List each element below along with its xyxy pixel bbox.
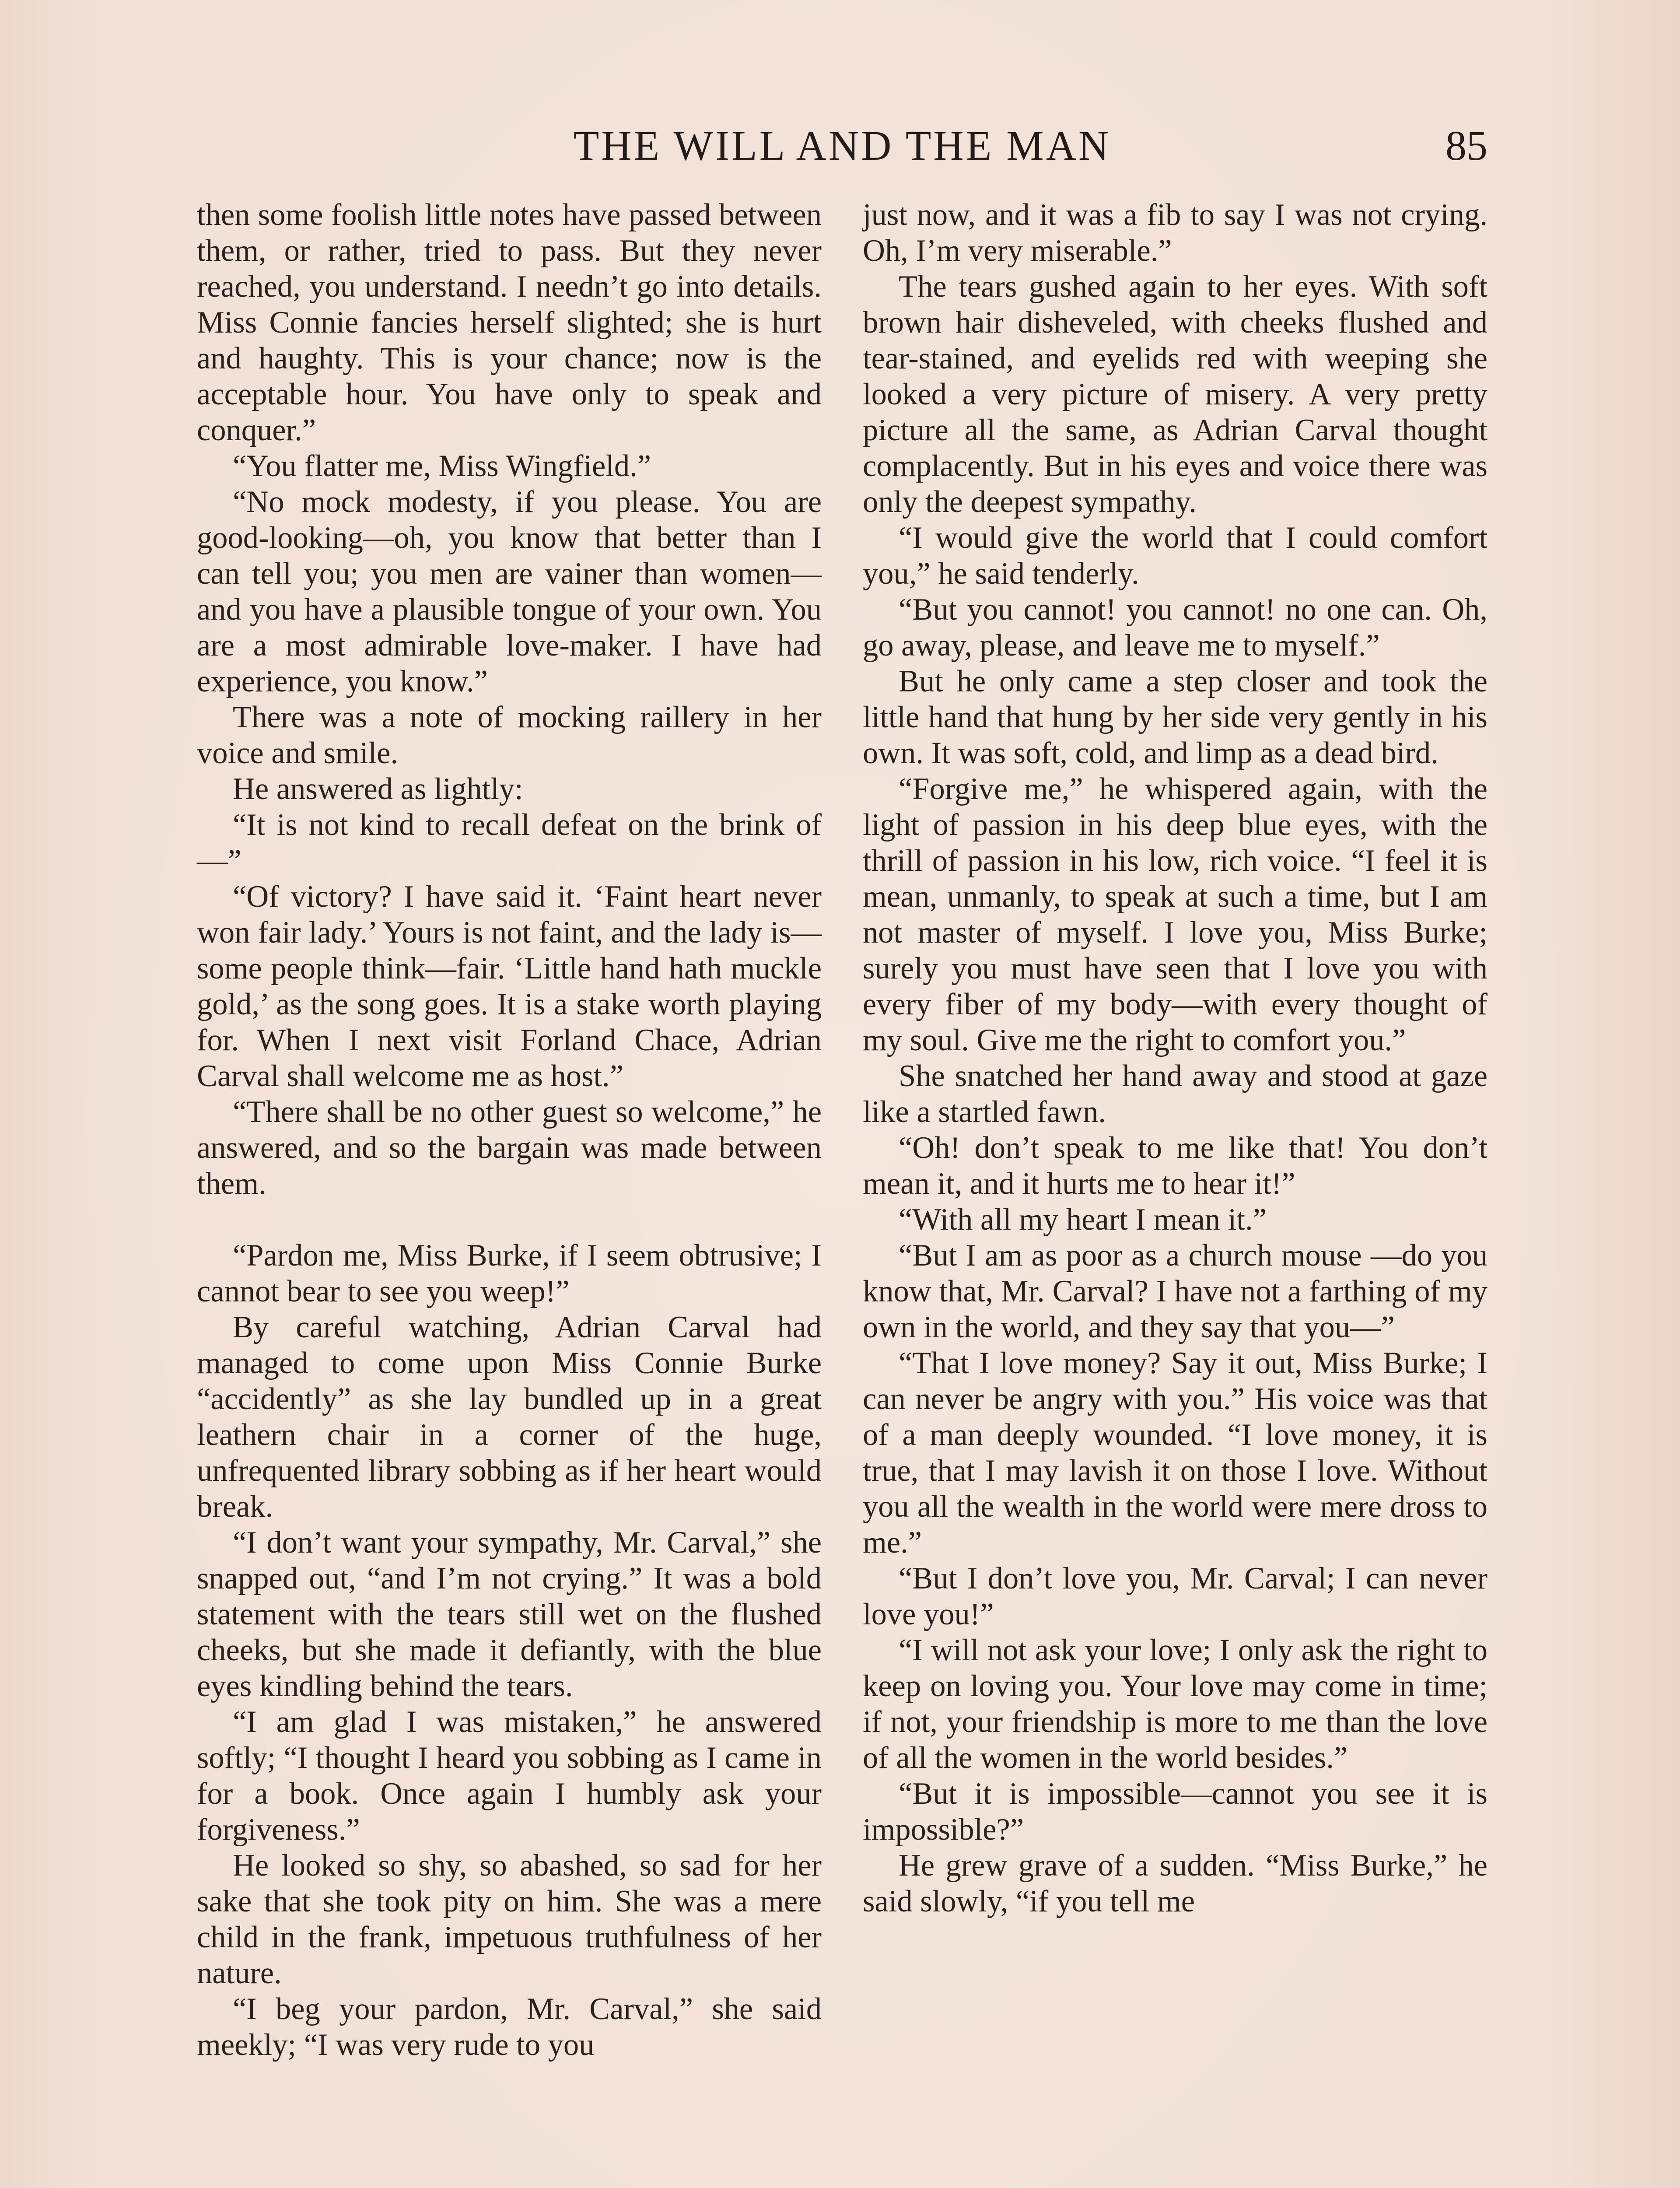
paragraph: “I beg your pardon, Mr. Carval,” she said meekly; “I was very rude to you bbox=[197, 1992, 822, 2062]
paragraph: “Oh! don’t speak to me like that! You don’t mean it, and it hurts me to hear it!” bbox=[863, 1131, 1488, 1201]
paragraph: “You flatter me, Miss Wingfield.” bbox=[233, 449, 651, 483]
paragraph: She snatched her hand away and stood at gaze like a startled fawn. bbox=[863, 1059, 1488, 1129]
paragraph: The tears gushed again to her eyes. With soft brown hair disheveled, with cheeks flushed and tear-stained, and eyelids red with weeping she looked a very picture of misery. A very pretty picture all the same, as Adrian Carval thought complacently. But in his eyes and voice there was only the deepest sympathy. bbox=[863, 270, 1488, 519]
right-column bbox=[863, 197, 1488, 1919]
paragraph: “Forgive me,” he whispered again, with the light of passion in his deep blue eyes, with the thrill of passion in his low, rich voice. “I feel it is mean, unmanly, to speak at such a time, but I am not master of myself. I love you, Miss Burke; surely you must have seen that I love you with every fiber of my body—with every thought of my soul. Give me the right to comfort you.” bbox=[863, 772, 1488, 1057]
paragraph: “But I am as poor as a church mouse —do you know that, Mr. Carval? I have not a farthing of my own in the world, and they say that you—” bbox=[863, 1238, 1488, 1344]
left-column bbox=[197, 197, 822, 2063]
paragraph: “I am glad I was mistaken,” he answered softly; “I thought I heard you sobbing as I came in for a book. Once again I humbly ask your forgiveness.” bbox=[197, 1705, 822, 1847]
page-header bbox=[197, 117, 1488, 174]
paragraph: “With all my heart I mean it.” bbox=[899, 1203, 1267, 1237]
paragraph: then some foolish little notes have passed between them, or rather, tried to pass. But they never reached, you understand. I needn’t go into details. Miss Connie fancies herself slighted; she is hurt and haughty. This is your chance; now is the acceptable hour. You have only to speak and conquer.” bbox=[197, 198, 822, 447]
paragraph: “That I love money? Say it out, Miss Burke; I can never be angry with you.” His voice was that of a man deeply wounded. “I love money, it is true, that I may lavish it on those I love. Without you all the wealth in the world were mere dross to me.” bbox=[863, 1346, 1488, 1560]
running-title: THE WILL AND THE MAN bbox=[573, 122, 1111, 169]
paragraph: “It is not kind to recall defeat on the brink of—” bbox=[197, 808, 822, 878]
paragraph: “Pardon me, Miss Burke, if I seem obtrusive; I cannot bear to see you weep!” bbox=[197, 1238, 822, 1308]
paragraph: “But it is impossible—cannot you see it is impossible?” bbox=[863, 1777, 1488, 1847]
paragraph: “But I don’t love you, Mr. Carval; I can never love you!” bbox=[863, 1561, 1488, 1631]
paragraph: “There shall be no other guest so welcome,” he answered, and so the bargain was made between them. bbox=[197, 1095, 822, 1201]
paragraph: “I don’t want your sympathy, Mr. Carval,” she snapped out, “and I’m not crying.” It was a bold statement with the tears still wet on the flushed cheeks, but she made it defiantly, with the blue eyes kindling behind the tears. bbox=[197, 1525, 822, 1703]
page-number: 85 bbox=[1446, 122, 1488, 169]
paragraph: “Of victory? I have said it. ‘Faint heart never won fair lady.’ Yours is not faint, and the lady is—some people think—fair. ‘Little hand hath muckle gold,’ as the song goes. It is a stake worth playing for. When I next visit Forland Chace, Adrian Carval shall welcome me as host.” bbox=[197, 880, 822, 1093]
paragraph: He looked so shy, so abashed, so sad for her sake that she took pity on him. She was a mere child in the frank, impetuous truthfulness of her nature. bbox=[197, 1848, 822, 1990]
paragraph: just now, and it was a fib to say I was not crying. Oh, I’m very miserable.” bbox=[863, 198, 1488, 268]
paragraph: There was a note of mocking raillery in her voice and smile. bbox=[197, 700, 822, 770]
paragraph: “I will not ask your love; I only ask the right to keep on loving you. Your love may come in time; if not, your friendship is more to me than the love of all the women in the world besides.” bbox=[863, 1633, 1488, 1775]
paragraph: “I would give the world that I could comfort you,” he said tenderly. bbox=[863, 521, 1488, 591]
paragraph: “But you cannot! you cannot! no one can. Oh, go away, please, and leave me to myself.” bbox=[863, 593, 1488, 663]
paragraph: By careful watching, Adrian Carval had managed to come upon Miss Connie Burke “accidently” as she lay bundled up in a great leathern chair in a corner of the huge, unfrequented library sobbing as if her heart would break. bbox=[197, 1310, 822, 1524]
paragraph: “No mock modesty, if you please. You are good-looking—oh, you know that better than I can tell you; you men are vainer than women—and you have a plausible tongue of your own. You are a most admirable love-maker. I have had experience, you know.” bbox=[197, 485, 822, 698]
paragraph: He answered as lightly: bbox=[233, 772, 523, 806]
paragraph: He grew grave of a sudden. “Miss Burke,” he said slowly, “if you tell me bbox=[863, 1848, 1488, 1918]
paragraph: But he only came a step closer and took the little hand that hung by her side very gently in his own. It was soft, cold, and limp as a dead bird. bbox=[863, 664, 1488, 770]
